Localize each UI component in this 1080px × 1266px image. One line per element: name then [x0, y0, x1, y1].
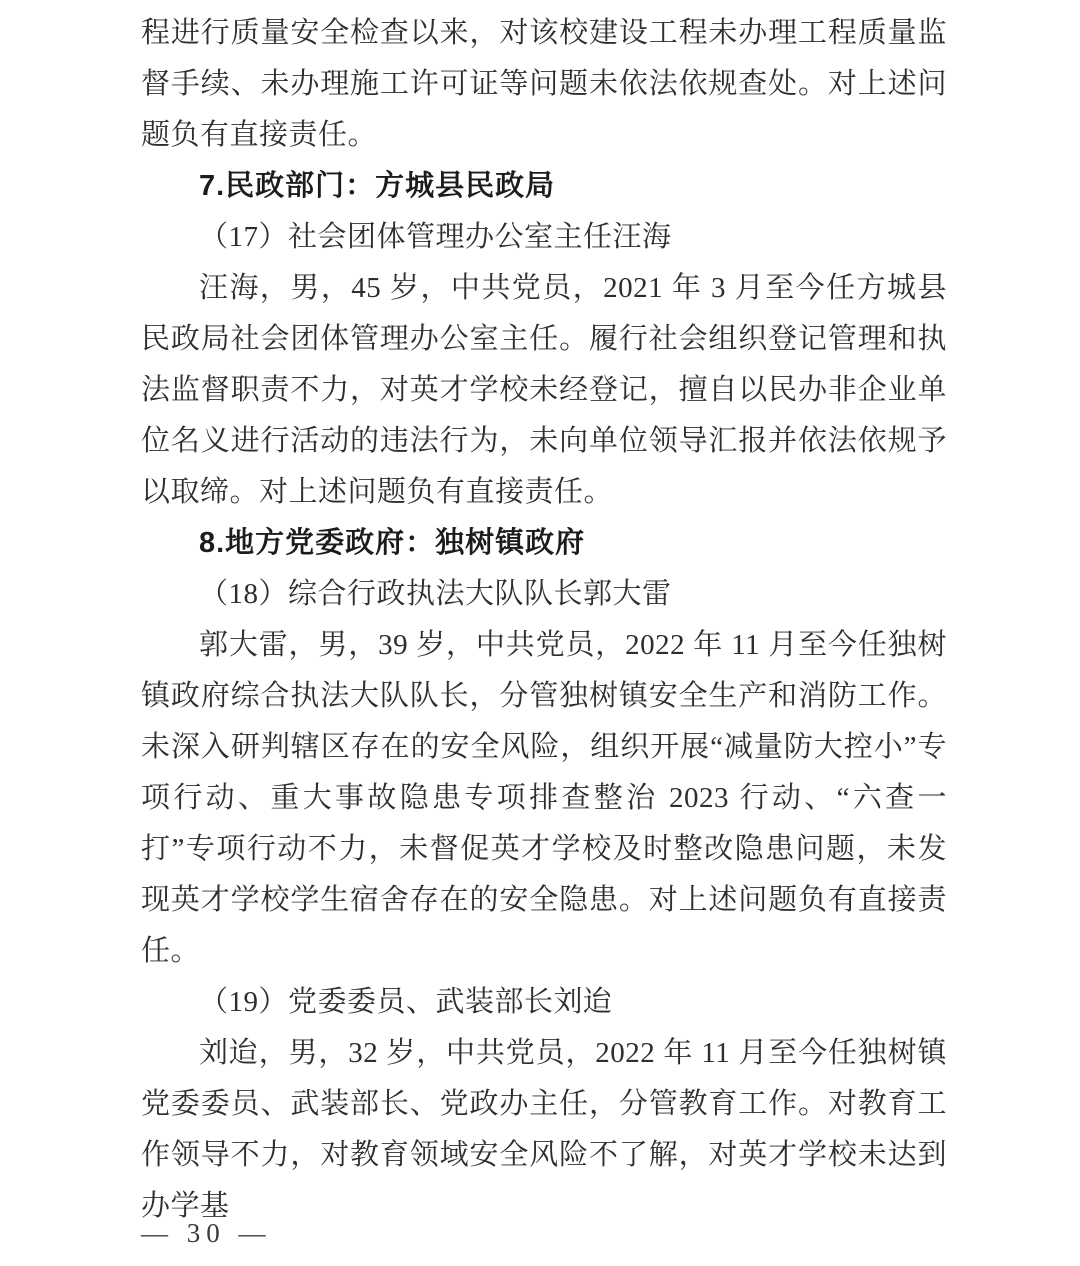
paragraph-17: 汪海，男，45 岁，中共党员，2021 年 3 月至今任方城县民政局社会团体管理办公室主任。履行社会组织登记管理和执法监督职责不力，对英才学校未经登记，擅自以民办非企业单位名义进行活动的违法行为，未向单位领导汇报并依法依规予以取缔。对上述问题负有直接责任。 [141, 272, 947, 508]
page-number: — 30 — [141, 1218, 272, 1248]
paragraph-18: 郭大雷，男，39 岁，中共党员，2022 年 11 月至今任独树镇政府综合执法大队队长，分管独树镇安全生产和消防工作。未深入研判辖区存在的安全风险，组织开展“减量防大控小”专项行动、重大事故隐患专项排查整治 2023 行动、“六查一打”专项行动不力，未督促英才学校及时整改隐患问题，未发现英才学校学生宿舍存在的安全隐患。对上述问题负有直接责任。 [141, 629, 947, 967]
document-text-area [141, 8, 947, 1232]
entry-heading-18: （18）综合行政执法大队队长郭大雷 [199, 578, 672, 610]
section-heading-civil-affairs: 7.民政部门：方城县民政局 [199, 170, 556, 202]
entry-heading-17: （17）社会团体管理办公室主任汪海 [199, 221, 672, 253]
entry-heading-19: （19）党委委员、武装部长刘迨 [199, 986, 613, 1018]
section-heading-local-government: 8.地方党委政府：独树镇政府 [199, 527, 586, 559]
paragraph-continuation: 程进行质量安全检查以来，对该校建设工程未办理工程质量监督手续、未办理施工许可证等问题未依法依规查处。对上述问题负有直接责任。 [141, 17, 947, 151]
paragraph-19: 刘迨，男，32 岁，中共党员，2022 年 11 月至今任独树镇党委委员、武装部长、党政办主任，分管教育工作。对教育工作领导不力，对教育领域安全风险不了解，对英才学校未达到办学基 [141, 1037, 947, 1222]
